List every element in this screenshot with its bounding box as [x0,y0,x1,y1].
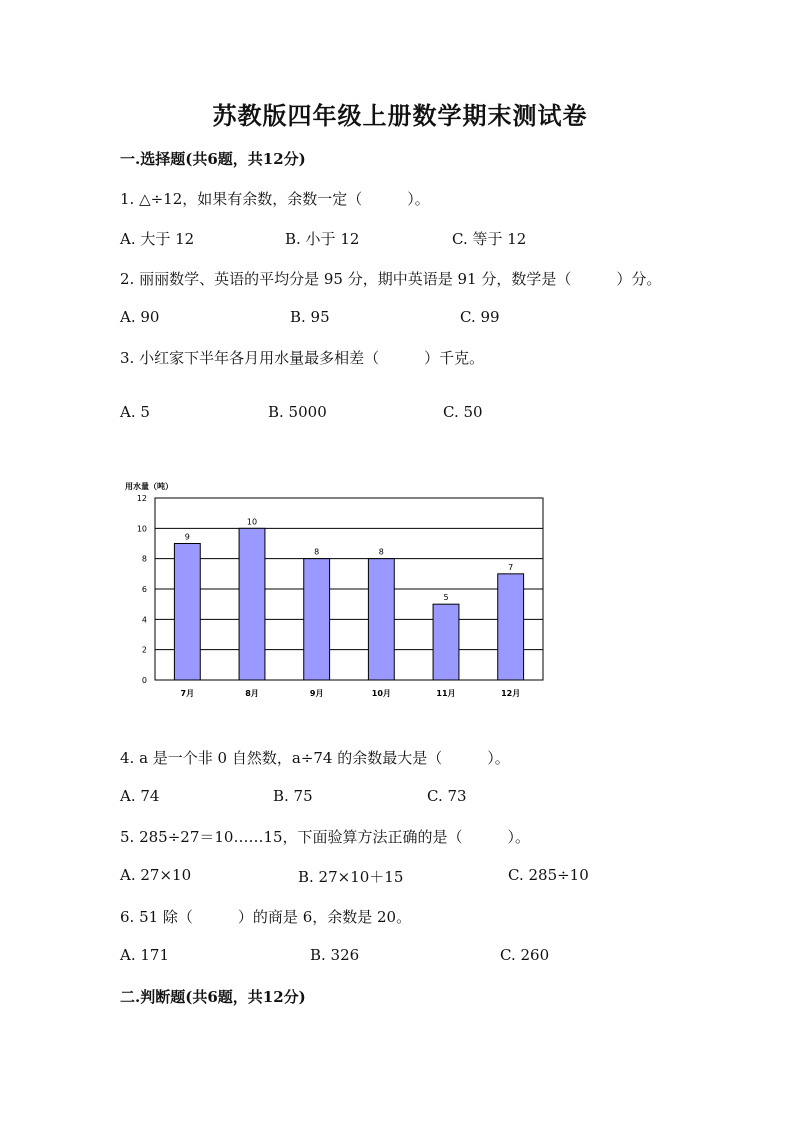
question-3-option-b: B. 5000 [268,403,327,421]
question-4-option-c: C. 73 [427,787,467,805]
x-tick-label: 9月 [309,689,324,698]
y-tick-label: 6 [141,585,147,594]
question-5-option-a: A. 27×10 [120,866,192,884]
question-4-option-a: A. 74 [120,787,160,805]
bar-6 [498,574,524,680]
section-heading-choice: 一.选择题(共6题，共12分) [120,150,306,168]
bar-value-label: 5 [443,593,449,603]
question-4: 4. a 是一个非 0 自然数，a÷74 的余数最大是（ ）。 [120,749,510,767]
question-2-option-b: B. 95 [290,308,330,326]
page-title: 苏教版四年级上册数学期末测试卷 [212,101,588,130]
question-1: 1. △÷12，如果有余数，余数一定（ ）。 [120,190,430,208]
y-tick-label: 0 [141,676,147,685]
question-3-option-a: A. 5 [120,403,150,421]
bar-4 [368,559,394,680]
bar-2 [239,528,265,680]
question-4-option-b: B. 75 [273,787,313,805]
bar-value-label: 9 [184,532,190,542]
y-tick-label: 10 [136,524,147,534]
y-tick-label: 2 [141,645,147,655]
question-3: 3. 小红家下半年各月用水量最多相差（ ）千克。 [120,349,485,367]
question-5-option-b: B. 27×10＋15 [298,868,404,886]
bar-1 [174,544,200,681]
question-6-option-b: B. 326 [310,946,360,964]
section-heading-judgement: 二.判断题(共6题，共12分) [120,988,306,1006]
question-2-option-a: A. 90 [120,308,160,326]
water-usage-bar-chart [110,475,560,710]
question-6-option-c: C. 260 [500,946,550,964]
bar-value-label: 8 [378,547,384,557]
y-tick-label: 8 [141,554,147,564]
bar-value-label: 8 [314,547,320,557]
chart-ylabel: 用水量（吨） [125,482,173,491]
question-5-option-c: C. 285÷10 [508,866,589,884]
question-2-option-c: C. 99 [460,308,500,326]
bar-value-label: 10 [246,517,258,527]
bar-value-label: 7 [508,562,514,572]
y-tick-label: 4 [141,615,147,625]
question-1-option-b: B. 小于 12 [285,230,360,248]
question-5: 5. 285÷27＝10……15，下面验算方法正确的是（ ）。 [120,828,531,846]
question-1-option-a: A. 大于 12 [120,230,195,248]
question-6-option-a: A. 171 [120,946,169,964]
question-3-option-c: C. 50 [443,403,483,421]
x-tick-label: 12月 [501,689,521,698]
x-tick-label: 11月 [436,689,456,698]
question-6: 6. 51 除（ ）的商是 6，余数是 20。 [120,908,412,926]
question-2: 2. 丽丽数学、英语的平均分是 95 分，期中英语是 91 分，数学是（ ）分。 [120,270,662,288]
bar-3 [304,559,330,680]
y-tick-label: 12 [136,494,147,503]
bar-5 [433,604,459,680]
question-1-option-c: C. 等于 12 [452,230,527,248]
x-tick-label: 7月 [180,689,195,698]
x-tick-label: 8月 [245,689,259,698]
x-tick-label: 10月 [371,689,391,698]
